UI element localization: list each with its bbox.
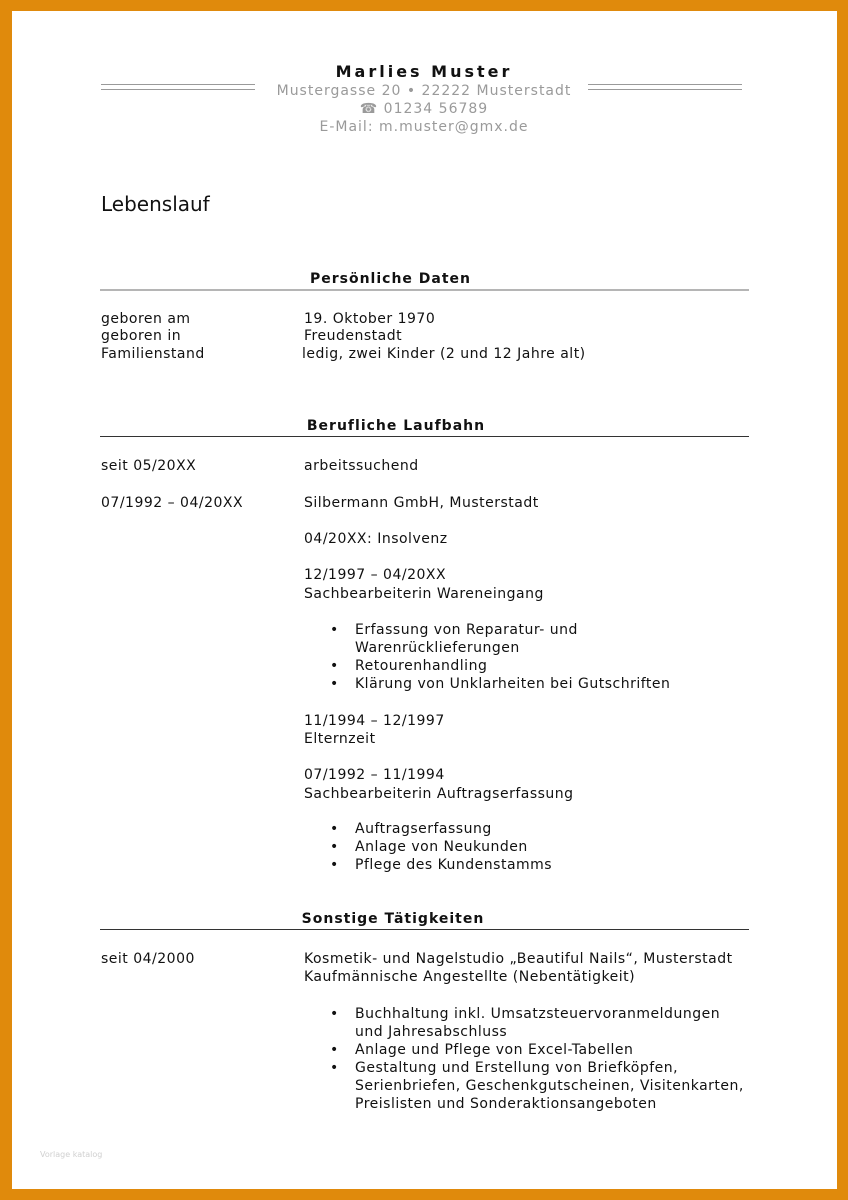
applicant-name: Marlies Muster xyxy=(335,62,513,81)
section-heading-other: Sonstige Tätigkeiten xyxy=(301,911,485,927)
parental-leave-period: 11/1994 – 12/1997 xyxy=(304,713,445,729)
label-birth-date: geboren am xyxy=(101,311,191,327)
value-birth-place: Freudenstadt xyxy=(304,328,403,344)
list-item: • Erfassung von Reparatur- und xyxy=(330,622,578,638)
list-item: • Anlage von Neukunden xyxy=(330,839,528,855)
section-rule-career xyxy=(100,436,749,437)
label-birth-place: geboren in xyxy=(101,328,182,344)
section-heading-career: Berufliche Laufbahn xyxy=(306,418,486,434)
list-item: • Retourenhandling xyxy=(330,658,488,674)
other-task-list xyxy=(330,1005,744,1113)
list-item: • Anlage und Pflege von Excel-Tabellen xyxy=(330,1042,634,1058)
list-item-continuation: Preislisten und Sonderaktionsangeboten xyxy=(355,1096,657,1112)
list-item: • Pflege des Kundenstamms xyxy=(330,857,553,873)
list-item: • Auftragserfassung xyxy=(330,821,492,837)
career-insolvency: 04/20XX: Insolvenz xyxy=(304,531,448,547)
other-position: Kaufmännische Angestellte (Nebentätigkeit) xyxy=(304,969,636,985)
role2-title: Sachbearbeiterin Auftragserfassung xyxy=(304,786,574,802)
role1-period: 12/1997 – 04/20XX xyxy=(304,567,447,583)
career-date-silbermann: 07/1992 – 04/20XX xyxy=(101,495,244,511)
label-marital-status: Familienstand xyxy=(101,346,205,362)
email-address: E-Mail: m.muster@gmx.de xyxy=(319,119,529,135)
address: Mustergasse 20 • 22222 Musterstadt xyxy=(276,83,572,99)
other-employer: Kosmetik- und Nagelstudio „Beautiful Nails“, Musterstadt xyxy=(304,951,733,967)
value-marital-status: ledig, zwei Kinder (2 und 12 Jahre alt) xyxy=(302,346,586,362)
career-company: Silbermann GmbH, Musterstadt xyxy=(304,495,539,511)
list-item: • Klärung von Unklarheiten bei Gutschriften xyxy=(330,676,671,692)
list-item-continuation: und Jahresabschluss xyxy=(355,1024,508,1040)
list-item: • Gestaltung und Erstellung von Briefköpfen, xyxy=(330,1060,679,1076)
phone-number: ☎ 01234 56789 xyxy=(359,101,489,117)
role2-task-list xyxy=(330,820,552,874)
watermark: Vorlage katalog xyxy=(40,1150,103,1159)
other-date: seit 04/2000 xyxy=(101,951,195,967)
section-rule-other xyxy=(100,929,749,930)
role1-title: Sachbearbeiterin Wareneingang xyxy=(304,586,544,602)
list-item-continuation: Serienbriefen, Geschenkgutscheinen, Visitenkarten, xyxy=(355,1078,744,1094)
list-item: • Buchhaltung inkl. Umsatzsteuervoranmeldungen xyxy=(330,1006,721,1022)
career-text-current: arbeitssuchend xyxy=(304,458,419,474)
role1-task-list xyxy=(330,621,670,693)
section-heading-personal: Persönliche Daten xyxy=(309,271,472,287)
value-birth-date: 19. Oktober 1970 xyxy=(304,311,436,327)
section-rule-personal xyxy=(100,289,749,291)
document-title: Lebenslauf xyxy=(101,192,210,216)
career-date-current: seit 05/20XX xyxy=(101,458,197,474)
list-item-continuation: Warenrücklieferungen xyxy=(355,640,520,656)
role2-period: 07/1992 – 11/1994 xyxy=(304,767,445,783)
parental-leave-title: Elternzeit xyxy=(304,731,376,747)
